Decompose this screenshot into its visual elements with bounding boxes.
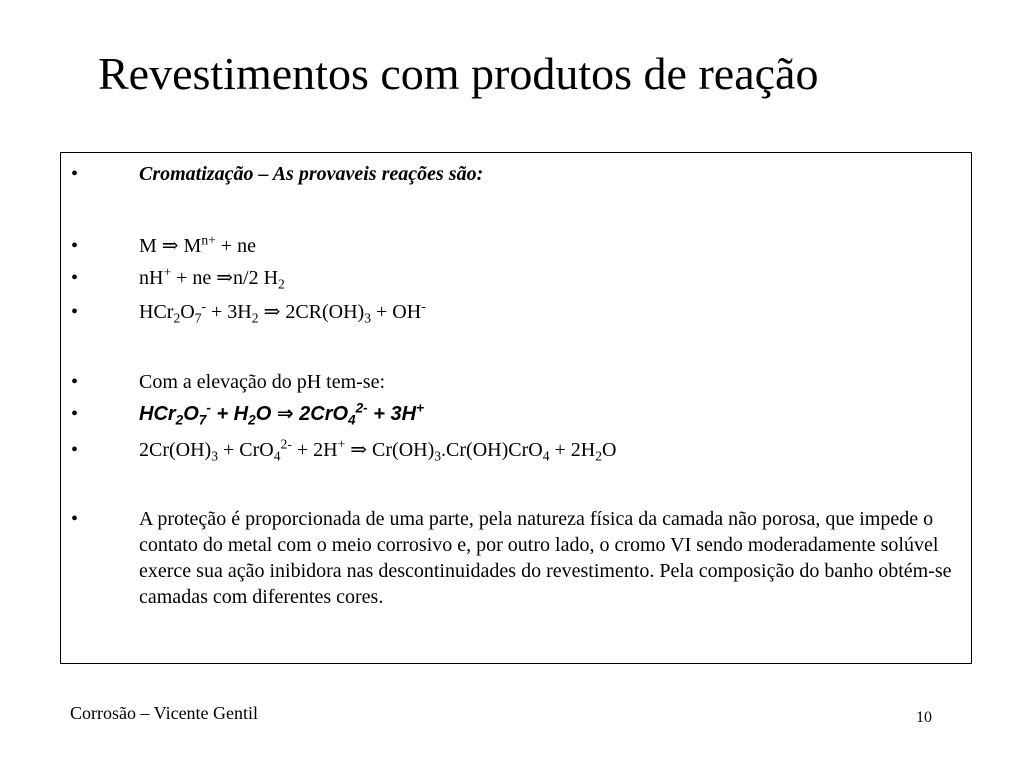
- bullet-icon: •: [71, 508, 79, 530]
- bullet-icon: •: [71, 371, 79, 393]
- equation-1: M ⇒ $M^{n+}$ + ne: [139, 232, 256, 257]
- ph-intro-text: Com a elevação do pH tem-se:: [139, 371, 386, 393]
- bullet-icon: •: [71, 301, 79, 323]
- equation-5: $2Cr(OH)_3 + CrO_4^{2-} + 2H^+$ ⇒ $Cr(OH)_3.Cr(OH)CrO_4 + 2H_2O$: [139, 436, 617, 464]
- bullet-icon: •: [71, 235, 79, 257]
- protection-paragraph: A proteção é proporcionada de uma parte, pela natureza física da camada não porosa, que impede o contato do metal com o meio corrosivo e, por outro lado, o cromo VI sendo moderadamente solúvel exerce sua ação inibidora nas descontinuidades do revestimento. Pela composição do banho obtém-se camadas com diferentes cores.: [139, 508, 952, 608]
- equation-3: $HCr_2O_7^- + 3H_2$ ⇒ $2CR(OH)_3 + OH^-$: [139, 298, 426, 326]
- bullet-icon: •: [71, 439, 79, 461]
- content-box: [60, 152, 972, 664]
- equation-2: nH+ + ne ⇒n/2 $H_2$: [139, 264, 285, 292]
- equation-4: $HCr_2O_7^- + H_2O$ ⇒ 2CrO$_4^{2-}$ + 3H+: [139, 400, 425, 428]
- heading-text: Cromatização – As provaveis reações são:: [139, 163, 484, 185]
- footer-credit: Corrosão – Vicente Gentil: [70, 703, 259, 723]
- page-number: 10: [916, 709, 932, 726]
- slide-title: Revestimentos com produtos de reação: [98, 48, 819, 99]
- bullet-icon: •: [71, 267, 79, 289]
- bullet-icon: •: [71, 403, 79, 425]
- bullet-icon: •: [71, 163, 79, 185]
